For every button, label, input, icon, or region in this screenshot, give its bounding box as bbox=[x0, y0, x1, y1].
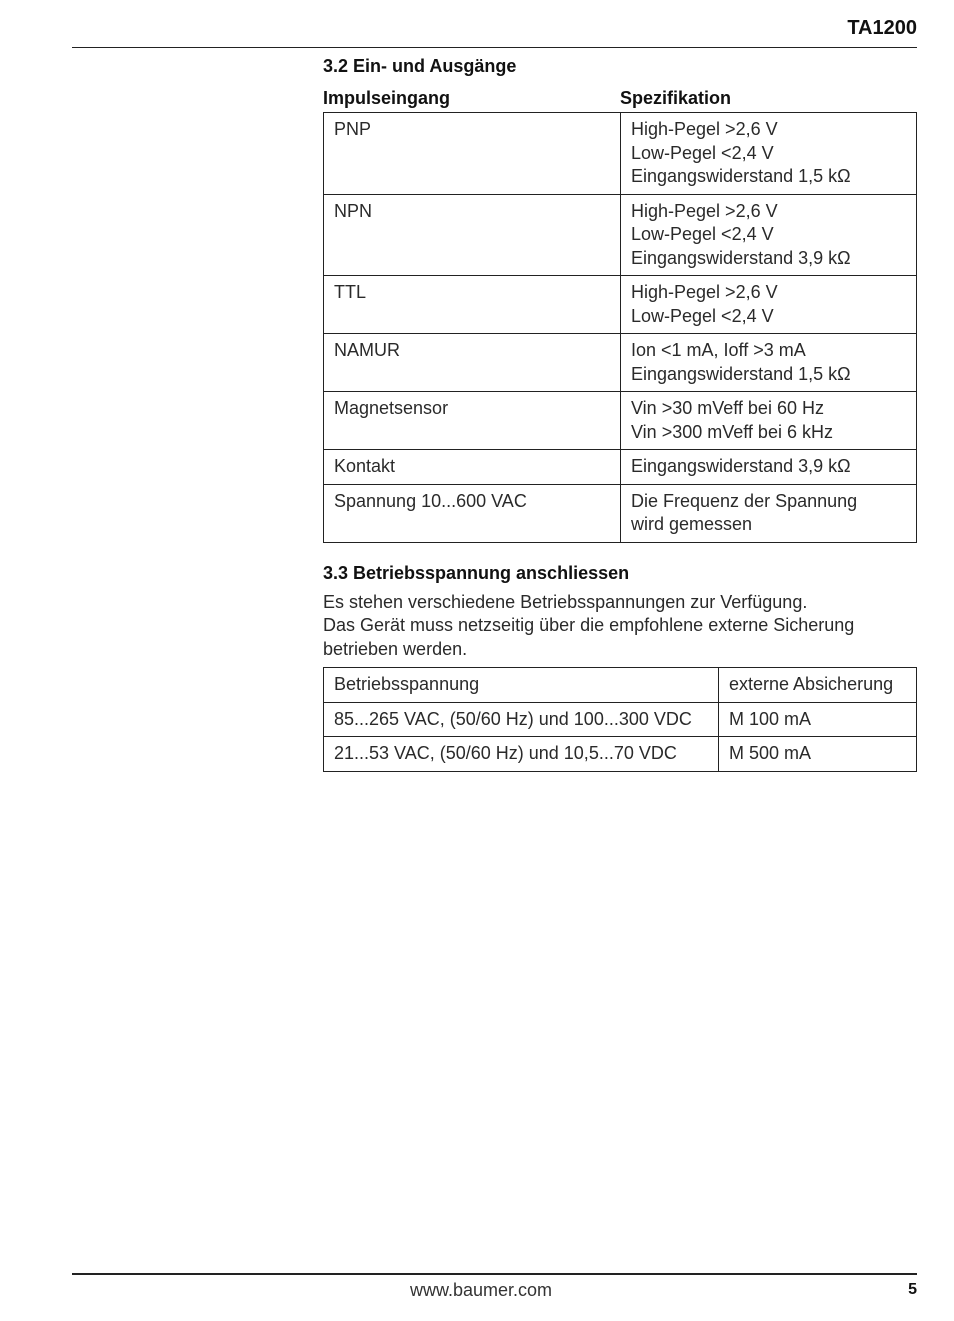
header-cell-external-fuse: externe Absicherung bbox=[719, 668, 917, 703]
specification-cell bbox=[621, 194, 917, 276]
specification-line: High-Pegel >2,6 V bbox=[631, 282, 778, 302]
column-heading-impulse-input: Impulseingang bbox=[323, 88, 451, 108]
table-row bbox=[324, 334, 917, 392]
specification-line: Vin >300 mVeff bei 6 kHz bbox=[631, 421, 833, 442]
specification-cell bbox=[621, 276, 917, 334]
header-rule bbox=[72, 47, 917, 48]
page-number: 5 bbox=[908, 1281, 917, 1298]
specification-line: Low-Pegel <2,4 V bbox=[631, 305, 774, 326]
specification-line: Low-Pegel <2,4 V bbox=[631, 224, 774, 244]
table-row bbox=[324, 392, 917, 450]
specification-line: Eingangswiderstand 3,9 kΩ bbox=[631, 456, 851, 476]
impulse-input-cell: NAMUR bbox=[324, 334, 621, 392]
specification-cell bbox=[621, 450, 917, 485]
paragraph-line: Das Gerät muss netzseitig über die empfohlene externe Sicherung bbox=[323, 615, 855, 635]
table-row bbox=[324, 113, 917, 195]
operating-voltage-table bbox=[323, 667, 917, 772]
table-header-row bbox=[324, 668, 917, 703]
specification-line: High-Pegel >2,6 V bbox=[631, 119, 778, 139]
section-operating-voltage bbox=[323, 561, 917, 772]
operating-voltage-paragraph bbox=[323, 591, 917, 662]
specification-line: Eingangswiderstand 3,9 kΩ bbox=[631, 247, 851, 268]
fuse-cell: M 100 mA bbox=[719, 702, 917, 737]
specification-line: wird gemessen bbox=[631, 514, 753, 534]
voltage-cell: 85...265 VAC, (50/60 Hz) und 100...300 VDC bbox=[324, 702, 719, 737]
main-content bbox=[323, 54, 917, 772]
column-heading-specification: Spezifikation bbox=[620, 88, 732, 108]
specification-line: Ion <1 mA, Ioff >3 mA bbox=[631, 340, 806, 360]
paragraph-line: Es stehen verschiedene Betriebsspannungen zur Verfügung. bbox=[323, 591, 808, 612]
impulse-input-cell: NPN bbox=[324, 194, 621, 276]
specification-cell bbox=[621, 113, 917, 195]
footer-rule bbox=[72, 1273, 917, 1275]
specification-line: Die Frequenz der Spannung bbox=[631, 490, 858, 511]
impulse-input-cell: Spannung 10...600 VAC bbox=[324, 484, 621, 542]
table-row bbox=[324, 450, 917, 485]
specification-cell bbox=[621, 334, 917, 392]
table-row bbox=[324, 702, 917, 737]
header-cell-operating-voltage: Betriebsspannung bbox=[324, 668, 719, 703]
specification-line: Eingangswiderstand 1,5 kΩ bbox=[631, 166, 851, 186]
spec-table-column-headings bbox=[323, 86, 917, 110]
table-row bbox=[324, 484, 917, 542]
impulse-input-cell: Kontakt bbox=[324, 450, 621, 485]
table-row bbox=[324, 737, 917, 772]
specification-line: Vin >30 mVeff bei 60 Hz bbox=[631, 398, 824, 418]
table-row bbox=[324, 194, 917, 276]
section-heading-inputs-outputs: 3.2 Ein- und Ausgänge bbox=[323, 56, 517, 76]
section-heading-operating-voltage: 3.3 Betriebsspannung anschliessen bbox=[323, 562, 630, 583]
voltage-cell: 21...53 VAC, (50/60 Hz) und 10,5...70 VDC bbox=[324, 737, 719, 772]
specification-cell bbox=[621, 484, 917, 542]
impulse-input-cell: Magnetsensor bbox=[324, 392, 621, 450]
specification-cell bbox=[621, 392, 917, 450]
specification-line: Low-Pegel <2,4 V bbox=[631, 142, 774, 163]
paragraph-line: betrieben werden. bbox=[323, 638, 468, 659]
impulse-input-cell: TTL bbox=[324, 276, 621, 334]
table-row bbox=[324, 276, 917, 334]
website-link[interactable]: www.baumer.com bbox=[410, 1280, 553, 1300]
fuse-cell: M 500 mA bbox=[719, 737, 917, 772]
document-title: TA1200 bbox=[847, 17, 917, 39]
impulse-input-spec-table bbox=[323, 112, 917, 543]
specification-line: Eingangswiderstand 1,5 kΩ bbox=[631, 363, 851, 384]
impulse-input-cell: PNP bbox=[324, 113, 621, 195]
specification-line: High-Pegel >2,6 V bbox=[631, 200, 778, 221]
